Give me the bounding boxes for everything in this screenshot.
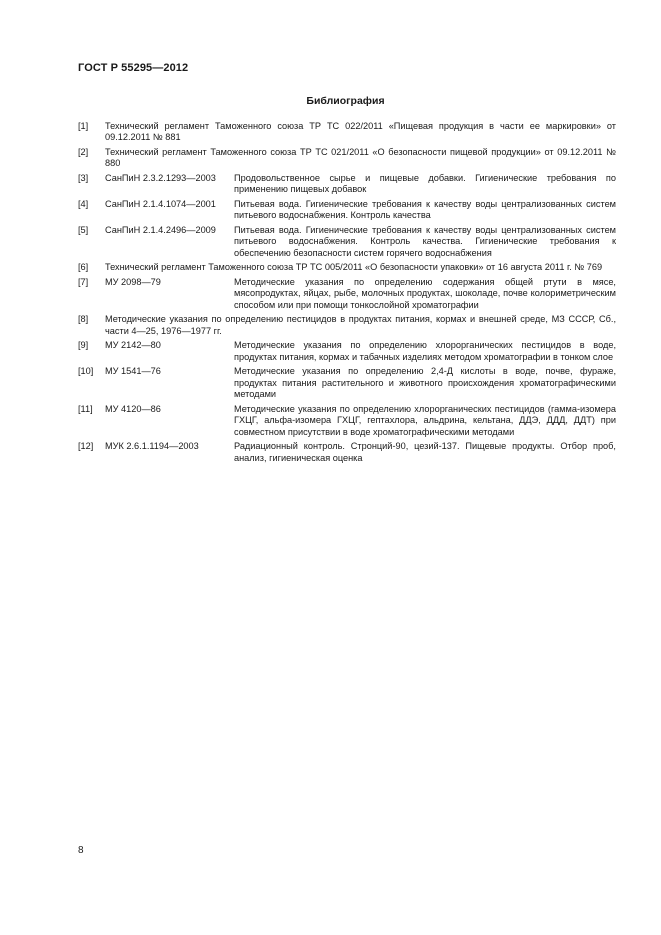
entry-number: [7]: [78, 277, 89, 287]
bibliography-entry: [78, 404, 616, 438]
entry-description: Методические указания по определению пестицидов в продуктах питания, кормах и внешней среде, МЗ СССР, Сб., части 4—25, 1976—1977 гг.: [105, 314, 616, 336]
entry-description: Радиационный контроль. Стронций-90, цезий-137. Пищевые продукты. Отбор проб, анализ, гигиеническая оценка: [234, 441, 616, 463]
entry-number: [1]: [78, 121, 89, 131]
entry-number: [2]: [78, 147, 89, 157]
entry-number: [9]: [78, 340, 89, 351]
entry-description: Методические указания по определению 2,4-Д кислоты в воде, почве, фураже, продуктах питания растительного и животного происхождения хроматографическими методами: [234, 366, 616, 400]
entry-description: Технический регламент Таможенного союза ТР ТС 005/2011 «О безопасности упаковки» от 16 августа 2011 г. № 769: [105, 262, 603, 273]
entry-document-code: СанПиН 2.1.4.2496—2009: [105, 225, 216, 235]
bibliography-entry: [78, 441, 616, 464]
entry-number: [4]: [78, 199, 89, 209]
bibliography-entry: [78, 277, 616, 311]
entry-description: Технический регламент Таможенного союза ТР ТС 021/2011 «О безопасности пищевой продукции» от 09.12.2011 № 880: [105, 147, 616, 169]
bibliography-list: [78, 121, 616, 467]
bibliography-entry: [78, 366, 616, 400]
bibliography-entry: [78, 173, 616, 196]
entry-number: [3]: [78, 173, 89, 183]
entry-document-code: МУК 2.6.1.1194—2003: [105, 441, 199, 452]
page-number: 8: [78, 845, 84, 856]
entry-number: [8]: [78, 314, 89, 325]
section-title: Библиография: [306, 95, 385, 107]
bibliography-entry: [78, 199, 616, 222]
entry-document-code: МУ 2098—79: [105, 277, 161, 287]
entry-number: [10]: [78, 366, 94, 377]
entry-number: [5]: [78, 225, 89, 235]
entry-number: [11]: [78, 403, 93, 414]
entry-document-code: СанПиН 2.3.2.1293—2003: [105, 173, 216, 183]
bibliography-entry: [78, 314, 616, 337]
bibliography-entry: [78, 262, 616, 273]
entry-description: Технический регламент Таможенного союза ТР ТС 022/2011 «Пищевая продукция в части ее маркировки» от 09.12.2011 № 881: [105, 121, 616, 143]
entry-description: Методические указания по определению хлорорганических пестицидов (гамма-изомера ГХЦГ, альфа-изомера ГХЦГ, гептахлора, альдрина, кельтана, ДДЭ, ДДД, ДДТ) при совместном присутствии в воде хроматографическими методами: [234, 403, 616, 437]
entry-document-code: СанПиН 2.1.4.1074—2001: [105, 199, 216, 209]
entry-document-code: МУ 4120—86: [105, 403, 161, 414]
entry-description: Методические указания по определению хлорорганических пестицидов в воде, продуктах питания, кормах и табачных изделиях методом хроматографии в тонком слое: [234, 340, 616, 362]
bibliography-entry: [78, 121, 616, 144]
document-header: ГОСТ Р 55295—2012: [78, 62, 189, 74]
entry-document-code: МУ 2142—80: [105, 340, 161, 351]
bibliography-entry: [78, 340, 616, 363]
bibliography-entry: [78, 225, 616, 259]
bibliography-entry: [78, 147, 616, 170]
entry-description: Продовольственное сырье и пищевые добавки. Гигиенические требования по применению пищевых добавок: [234, 173, 616, 195]
entry-number: [12]: [78, 441, 94, 452]
entry-description: Методические указания по определению содержания общей ртути в мясе, мясопродуктах, яйцах, рыбе, молочных продуктах, шоколаде, почве колориметрическим способом или при помощи тонкослойной хроматографии: [234, 277, 616, 310]
entry-description: Питьевая вода. Гигиенические требования к качеству воды централизованных систем питьевого водоснабжения. Контроль качества. Гигиенические требования к обеспечению безопасности систем горячего водоснабжения: [234, 225, 616, 258]
entry-number: [6]: [78, 262, 89, 273]
entry-document-code: МУ 1541—76: [105, 366, 161, 377]
entry-description: Питьевая вода. Гигиенические требования к качеству воды централизованных систем питьевого водоснабжения. Контроль качества: [234, 199, 616, 221]
